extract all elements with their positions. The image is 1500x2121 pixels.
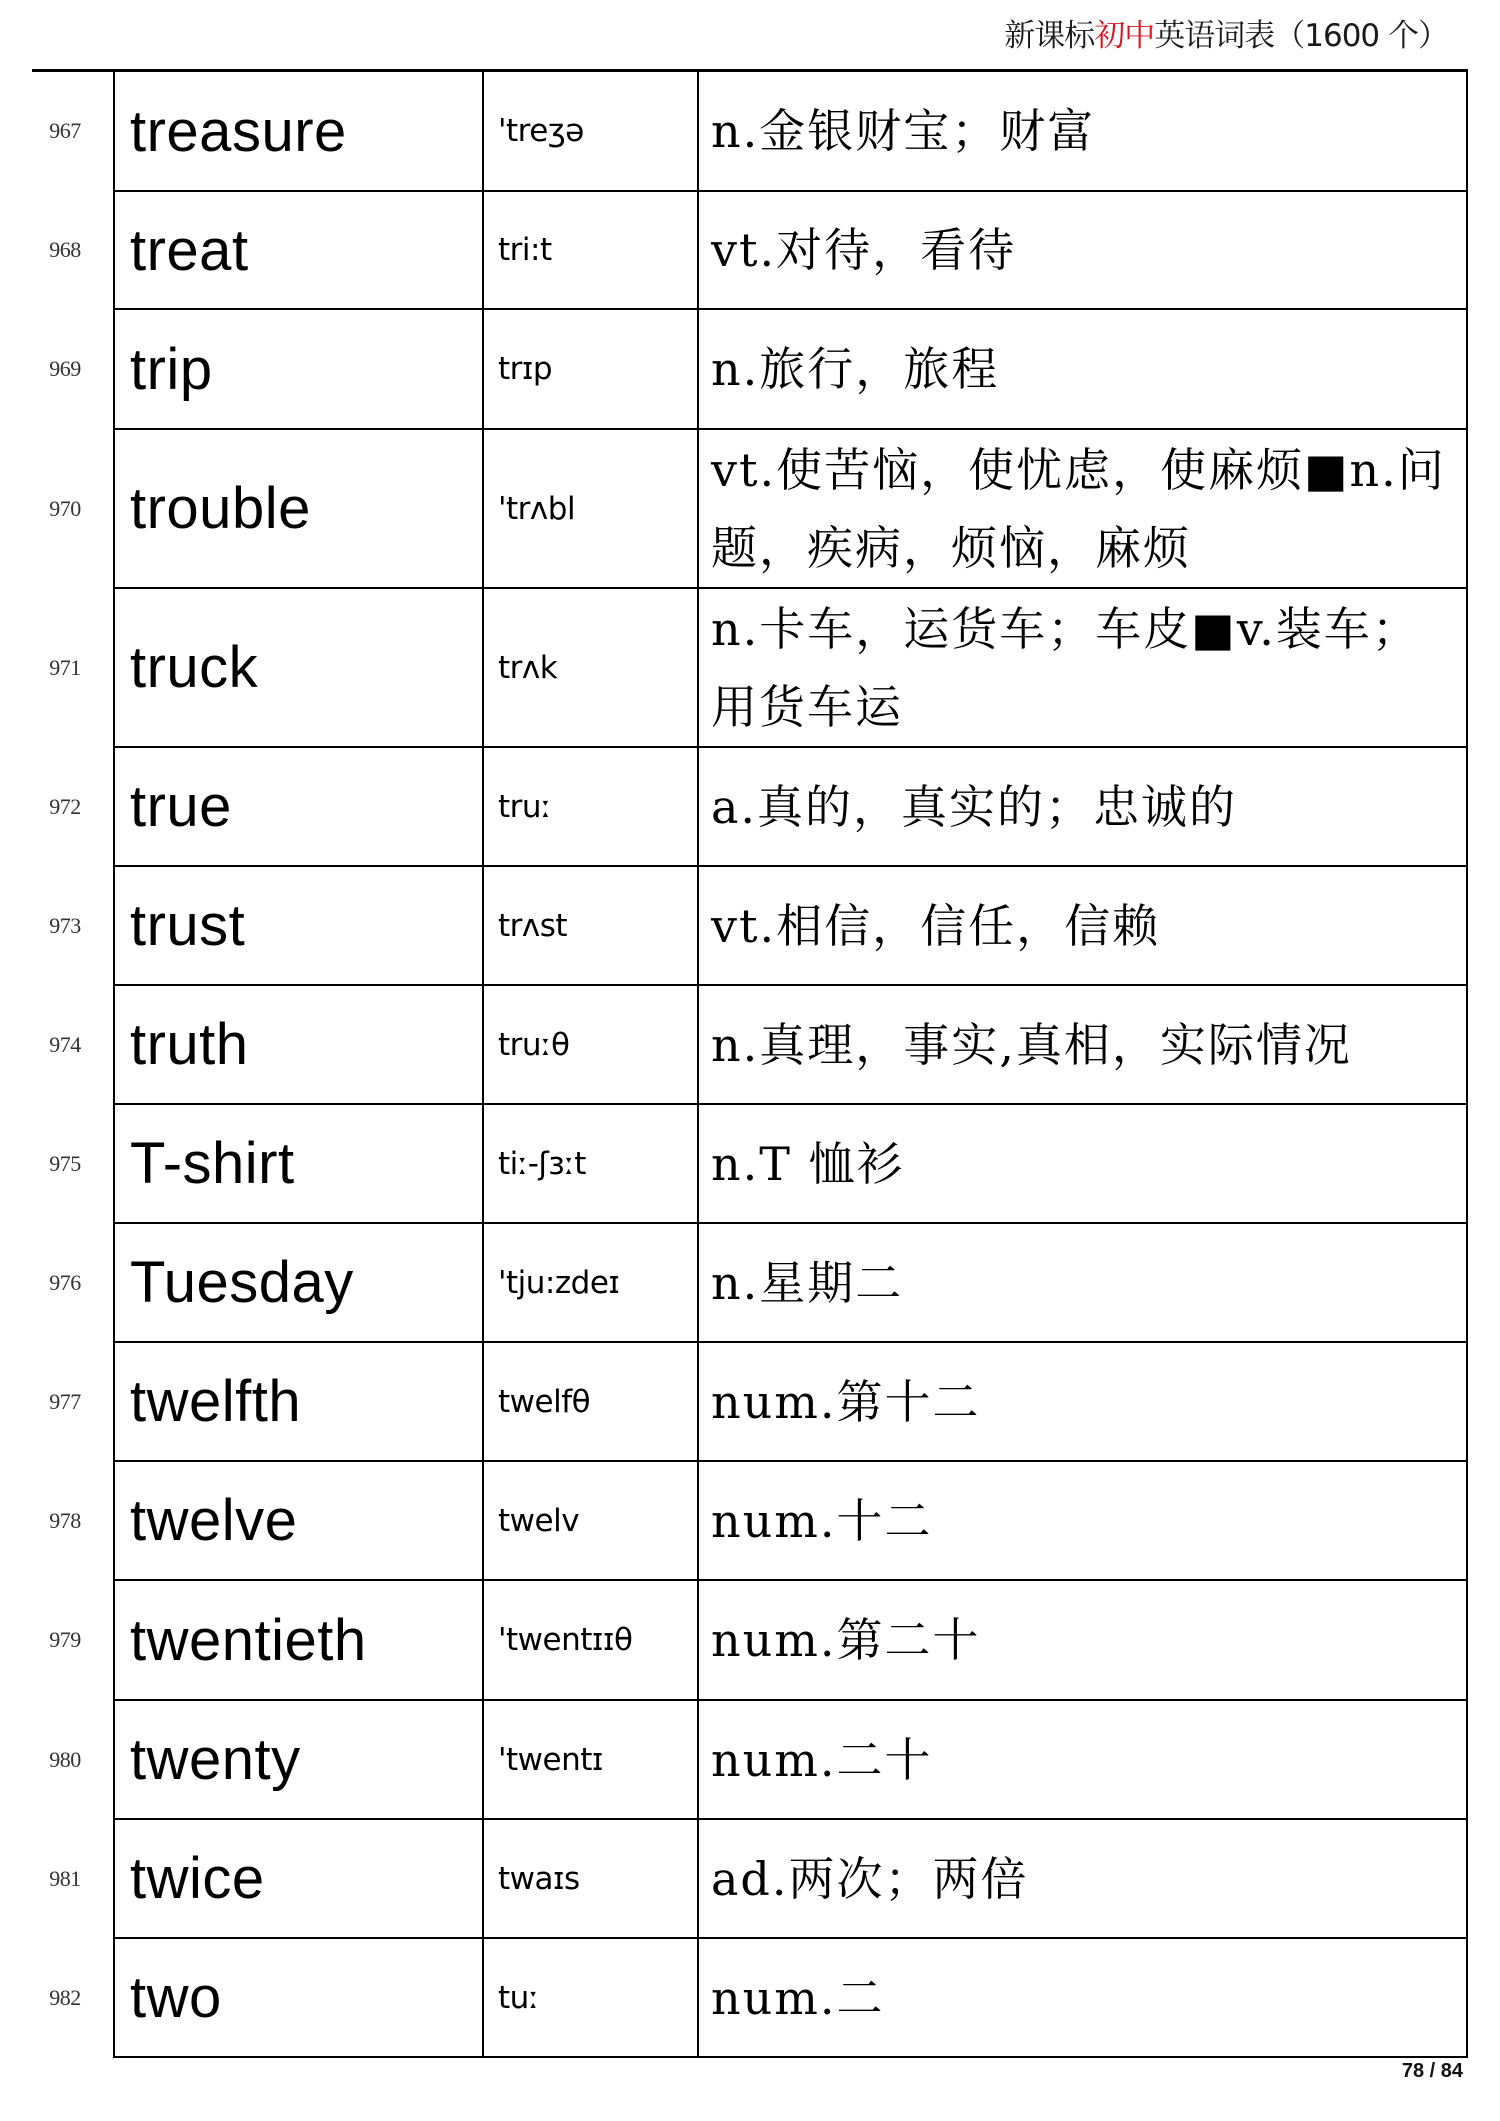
definition-cell: [698, 191, 1467, 309]
chinese-definition: n.金银财宝；财富: [711, 104, 1096, 158]
definition-cell: [698, 588, 1467, 747]
title-prefix: 新课标: [1004, 18, 1095, 54]
chinese-definition: n.T 恤衫: [711, 1136, 905, 1191]
english-word: trouble: [130, 476, 311, 541]
phonetic-transcription: trʌst: [498, 907, 568, 944]
word-cell: [49, 747, 483, 866]
row-number: 979: [49, 1627, 81, 1652]
word-cell: [49, 1580, 483, 1700]
phonetic-transcription: trɪp: [498, 351, 553, 387]
vocab-row: [114, 1819, 1467, 1938]
phonetic-cell: [483, 588, 698, 747]
phonetic-transcription: 'trʌbl: [498, 490, 576, 527]
chinese-definition: n.真理，事实,真相，实际情况: [711, 1017, 1352, 1072]
english-word: treasure: [130, 98, 347, 164]
definition-cell: [698, 1461, 1467, 1580]
phonetic-transcription: tiː-ʃɜːt: [498, 1145, 586, 1182]
english-word: twenty: [130, 1727, 301, 1792]
row-number: 977: [49, 1388, 81, 1414]
phonetic-cell: [483, 985, 698, 1104]
phonetic-cell: [483, 1700, 698, 1819]
page-header-title: [1004, 14, 1448, 58]
english-word: Tuesday: [130, 1250, 354, 1315]
title-suffix: 英语词表（1600 个）: [1154, 18, 1448, 54]
phonetic-transcription: truːθ: [498, 1026, 570, 1063]
word-cell: [49, 1700, 483, 1819]
phonetic-transcription: tuː: [498, 1979, 539, 2016]
phonetic-cell: [483, 1461, 698, 1580]
english-word: twice: [130, 1846, 265, 1911]
word-cell: [49, 309, 483, 429]
definition-cell: [698, 747, 1467, 866]
row-number: 969: [49, 356, 81, 381]
row-number: 975: [49, 1150, 81, 1176]
row-number: 972: [49, 793, 81, 819]
row-number: 968: [49, 237, 81, 262]
vocab-row: [114, 309, 1467, 429]
phonetic-cell: [483, 1819, 698, 1938]
chinese-definition: n.星期二: [711, 1255, 904, 1310]
phonetic-transcription: 'twentɪɪθ: [498, 1622, 633, 1658]
row-number: 976: [49, 1269, 81, 1295]
chinese-definition: vt.对待，看待: [711, 223, 1017, 277]
english-word: two: [130, 1965, 222, 2030]
english-word: twentieth: [130, 1607, 367, 1673]
definition-cell: [698, 429, 1467, 588]
vocab-row: [114, 588, 1467, 747]
chinese-definition: vt.使苦恼，使忧虑，使麻烦■n.问题，疾病，烦恼，麻烦: [711, 442, 1446, 575]
row-number: 967: [49, 118, 81, 143]
word-cell: [49, 1819, 483, 1938]
definition-cell: [698, 309, 1467, 429]
phonetic-transcription: twelfθ: [498, 1383, 591, 1420]
phonetic-transcription: twelv: [498, 1502, 580, 1539]
vocab-row: [114, 1461, 1467, 1580]
vocab-row: [114, 191, 1467, 309]
vocab-row: [114, 1342, 1467, 1461]
row-number: 982: [49, 1984, 81, 2010]
chinese-definition: num.二: [711, 1970, 885, 2025]
english-word: true: [130, 774, 232, 839]
chinese-definition: n.卡车，运货车；车皮■v.装车；用货车运: [711, 601, 1420, 734]
phonetic-transcription: trʌk: [498, 649, 558, 686]
vocab-row: [114, 866, 1467, 985]
vocab-row: [114, 1938, 1467, 2057]
chinese-definition: n.旅行，旅程: [711, 342, 1000, 396]
row-number: 970: [49, 495, 81, 521]
phonetic-cell: [483, 191, 698, 309]
english-word: trust: [130, 893, 246, 958]
vocab-row: [114, 747, 1467, 866]
word-cell: [49, 866, 483, 985]
phonetic-cell: [483, 309, 698, 429]
definition-cell: [698, 1819, 1467, 1938]
definition-cell: [698, 1342, 1467, 1461]
phonetic-cell: [483, 1580, 698, 1700]
definition-cell: [698, 866, 1467, 985]
row-number: 974: [49, 1031, 81, 1057]
word-cell: [49, 191, 483, 309]
english-word: twelve: [130, 1488, 298, 1553]
english-word: treat: [130, 217, 249, 283]
chinese-definition: a.真的，真实的；忠诚的: [711, 779, 1238, 834]
definition-cell: [698, 1580, 1467, 1700]
word-cell: [49, 429, 483, 588]
english-word: trip: [130, 336, 213, 402]
definition-cell: [698, 1104, 1467, 1223]
definition-cell: [698, 985, 1467, 1104]
word-cell: [49, 1104, 483, 1223]
row-number: 981: [49, 1865, 81, 1891]
page-number: 78 / 84: [1401, 2060, 1463, 2082]
english-word: T-shirt: [130, 1131, 295, 1196]
row-number: 978: [49, 1507, 81, 1533]
phonetic-cell: [483, 1342, 698, 1461]
vocab-row: [114, 1223, 1467, 1342]
phonetic-cell: [483, 747, 698, 866]
phonetic-cell: [483, 1938, 698, 2057]
vocab-row: [114, 1700, 1467, 1819]
word-cell: [49, 1461, 483, 1580]
phonetic-cell: [483, 71, 698, 191]
word-cell: [49, 985, 483, 1104]
vocab-row: [114, 1104, 1467, 1223]
chinese-definition: num.第十二: [711, 1374, 981, 1429]
definition-cell: [698, 71, 1467, 191]
phonetic-cell: [483, 429, 698, 588]
vocab-row: [114, 71, 1467, 191]
vocab-row: [114, 1580, 1467, 1700]
chinese-definition: num.第二十: [711, 1613, 981, 1667]
row-number: 980: [49, 1746, 81, 1772]
definition-cell: [698, 1700, 1467, 1819]
phonetic-transcription: 'tju:zdeɪ: [498, 1264, 620, 1301]
word-cell: [49, 1223, 483, 1342]
word-cell: [49, 588, 483, 747]
english-word: truth: [130, 1012, 249, 1077]
vocab-row: [114, 429, 1467, 588]
vocabulary-table: [49, 70, 1468, 2058]
phonetic-transcription: truː: [498, 788, 551, 825]
word-cell: [49, 1342, 483, 1461]
definition-cell: [698, 1223, 1467, 1342]
word-cell: [49, 71, 483, 191]
word-cell: [49, 1938, 483, 2057]
title-accent: 初中: [1094, 18, 1155, 54]
phonetic-cell: [483, 1223, 698, 1342]
english-word: twelfth: [130, 1369, 302, 1434]
phonetic-cell: [483, 866, 698, 985]
row-number: 971: [49, 654, 81, 680]
phonetic-cell: [483, 1104, 698, 1223]
vocabulary-table-body: [49, 71, 1467, 2057]
chinese-definition: ad.两次；两倍: [711, 1851, 1029, 1906]
phonetic-transcription: tri:t: [498, 232, 552, 268]
chinese-definition: vt.相信，信任，信赖: [711, 898, 1161, 953]
chinese-definition: num.二十: [711, 1732, 933, 1787]
chinese-definition: num.十二: [711, 1493, 933, 1548]
vocab-row: [114, 985, 1467, 1104]
row-number: 973: [49, 912, 81, 938]
phonetic-transcription: 'treʒə: [498, 113, 584, 149]
phonetic-transcription: 'twentɪ: [498, 1741, 603, 1778]
definition-cell: [698, 1938, 1467, 2057]
phonetic-transcription: twaɪs: [498, 1860, 580, 1897]
english-word: truck: [130, 635, 259, 700]
